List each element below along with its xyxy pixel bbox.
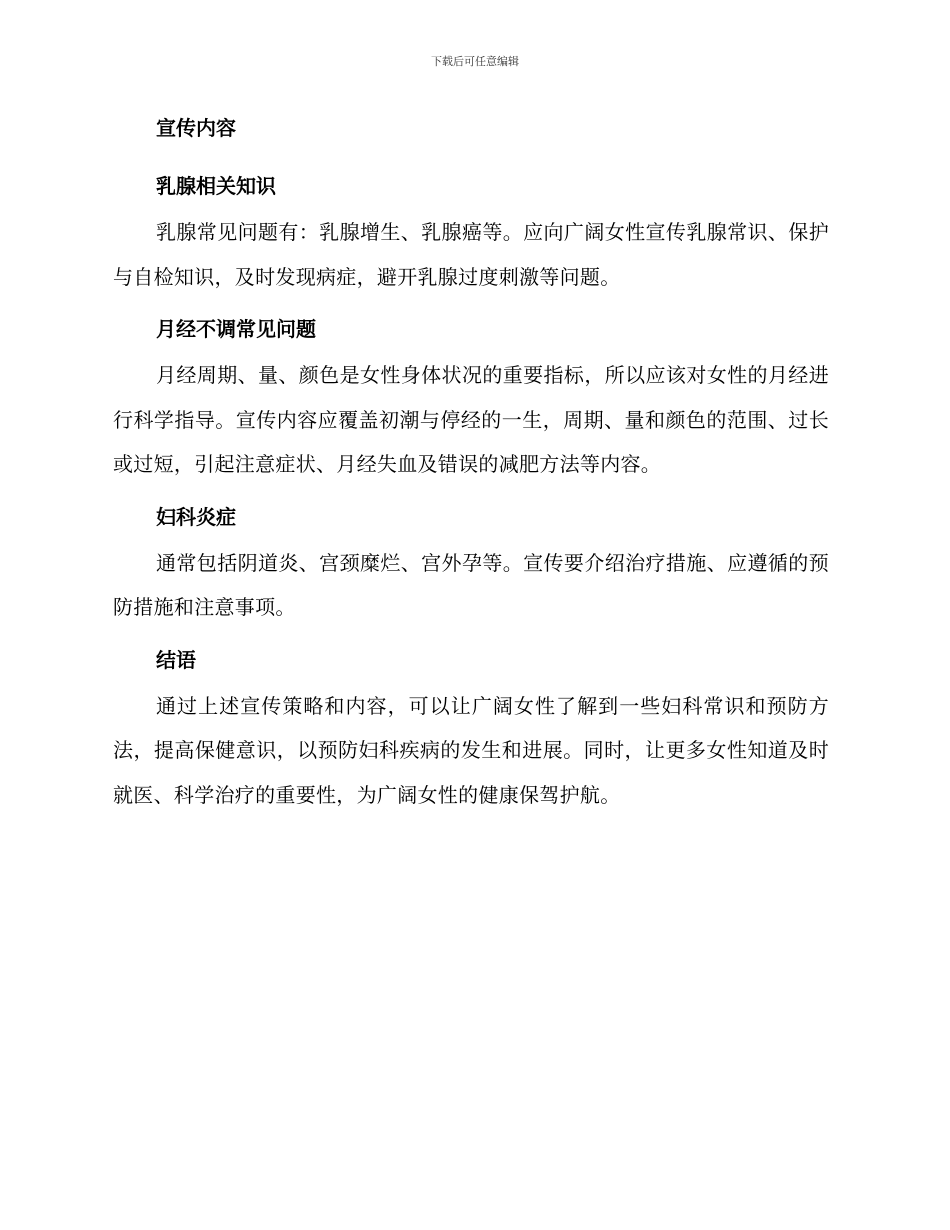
section-heading-breast: 乳腺相关知识 [156, 174, 276, 198]
main-title: 宣传内容 [156, 116, 236, 140]
section-heading-menstruation: 月经不调常见问题 [156, 317, 316, 341]
section-paragraph-menstruation: 月经周期、量、颜色是女性身体状况的重要指标，所以应该对女性的月经进行科学指导。宣传内容应覆盖初潮与停经的一生，周期、量和颜色的范围、过长或过短，引起注意症状、月经失血及错误的减肥方法等内容。 [113, 363, 829, 476]
page-header-note: 下载后可任意编辑 [431, 55, 519, 68]
section-paragraph-breast: 乳腺常见问题有：乳腺增生、乳腺癌等。应向广阔女性宣传乳腺常识、保护与自检知识，及时发现病症，避开乳腺过度刺激等问题。 [113, 220, 829, 289]
section-paragraph-inflammation: 通常包括阴道炎、宫颈糜烂、宫外孕等。宣传要介绍治疗措施、应遵循的预防措施和注意事项。 [113, 550, 829, 619]
section-heading-inflammation: 妇科炎症 [156, 504, 236, 529]
section-paragraph-conclusion: 通过上述宣传策略和内容，可以让广阔女性了解到一些妇科常识和预防方法，提高保健意识，以预防妇科疾病的发生和进展。同时，让更多女性知道及时就医、科学治疗的重要性，为广阔女性的健康保驾护航。 [113, 693, 829, 807]
document-body [113, 108, 829, 817]
section-heading-conclusion: 结语 [156, 647, 196, 672]
